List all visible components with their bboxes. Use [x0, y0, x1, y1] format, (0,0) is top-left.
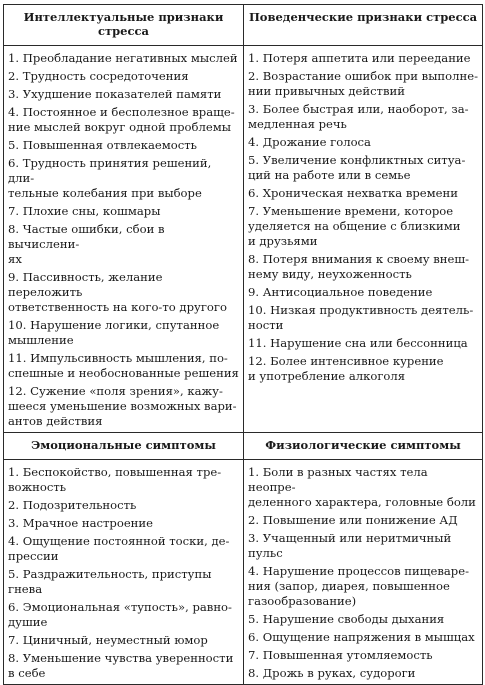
symptom-list-cell [4, 460, 244, 685]
list-item: 1. Беспокойство, повышенная тре- вожность [8, 465, 222, 494]
column-heading: Физиологические симптомы [244, 433, 483, 460]
list-item: 2. Повышение или понижение АД [248, 513, 458, 527]
list-item: 1. Потеря аппетита или переедание [248, 51, 471, 65]
list-item: 2. Возрастание ошибок при выполне- нии привычных действий [248, 69, 478, 98]
list-item: 12. Сужение «поля зрения», кажу- шееся уменьшение возможных вари- антов действия [8, 384, 237, 428]
list-item: 11. Импульсивность мышления, по- спешные и необоснованные решения [8, 351, 239, 380]
list-item: 10. Низкая продуктивность деятель- ности [248, 303, 474, 332]
section-header-row [4, 433, 483, 460]
list-item: 8. Дрожь в руках, судороги [248, 666, 416, 680]
table-body [4, 5, 483, 685]
section-body-row [4, 46, 483, 433]
column-heading: Эмоциональные симптомы [4, 433, 244, 460]
list-item: 4. Постоянное и бесполезное враще- ние мыслей вокруг одной проблемы [8, 105, 235, 134]
list-item: 1. Преобладание негативных мыслей [8, 51, 238, 65]
list-item: 8. Частые ошибки, сбои в вычислени- ях [8, 222, 165, 266]
column-heading: Интеллектуальные признаки стресса [4, 5, 244, 46]
list-item: 7. Уменьшение времени, которое уделяется на общение с близкими и друзьями [248, 204, 461, 248]
stress-signs-table [3, 4, 483, 685]
list-item: 5. Повышенная отвлекаемость [8, 138, 197, 152]
list-item: 4. Дрожание голоса [248, 135, 371, 149]
list-item: 4. Нарушение процессов пищеваре- ния (запор, диарея, повышенное газообразование) [248, 564, 470, 608]
list-item: 4. Ощущение постоянной тоски, де- прессии [8, 534, 230, 563]
list-item: 6. Ощущение напряжения в мышцах [248, 630, 475, 644]
section-header-row [4, 5, 483, 46]
list-item: 8. Уменьшение чувства уверенности в себе [8, 651, 234, 680]
list-item: 12. Более интенсивное курение и употребление алкоголя [248, 354, 444, 383]
list-item: 11. Нарушение сна или бессонница [248, 336, 468, 350]
list-item: 3. Более быстрая или, наоборот, за- медленная речь [248, 102, 469, 131]
list-item: 10. Нарушение логики, спутанное мышление [8, 318, 220, 347]
list-item: 5. Нарушение свободы дыхания [248, 612, 445, 626]
list-item: 6. Хроническая нехватка времени [248, 186, 459, 200]
list-item: 6. Трудность принятия решений, дли- тельные колебания при выборе [8, 156, 212, 200]
list-item: 5. Увеличение конфликтных ситуа- ций на работе или в семье [248, 153, 466, 182]
list-item: 5. Раздражительность, приступы гнева [8, 567, 212, 596]
symptom-list-cell [4, 46, 244, 433]
list-item: 2. Трудность сосредоточения [8, 69, 189, 83]
list-item: 6. Эмоциональная «тупость», равно- душие [8, 600, 232, 629]
symptom-list-cell [244, 46, 483, 433]
list-item: 9. Антисоциальное поведение [248, 285, 433, 299]
list-item: 7. Повышенная утомляемость [248, 648, 433, 662]
list-item: 3. Учащенный или неритмичный пульс [248, 531, 452, 560]
list-item: 7. Плохие сны, кошмары [8, 204, 161, 218]
list-item: 8. Потеря внимания к своему внеш- нему виду, неухоженность [248, 252, 470, 281]
list-item: 3. Ухудшение показателей памяти [8, 87, 222, 101]
list-item: 9. Пассивность, желание переложить ответственность на кого-то другого [8, 270, 227, 314]
list-item: 1. Боли в разных частях тела неопре- деленного характера, головные боли [248, 465, 476, 509]
symptom-list-cell [244, 460, 483, 685]
list-item: 3. Мрачное настроение [8, 516, 153, 530]
section-body-row [4, 460, 483, 685]
list-item: 7. Циничный, неуместный юмор [8, 633, 208, 647]
column-heading: Поведенческие признаки стресса [244, 5, 483, 46]
list-item: 2. Подозрительность [8, 498, 137, 512]
